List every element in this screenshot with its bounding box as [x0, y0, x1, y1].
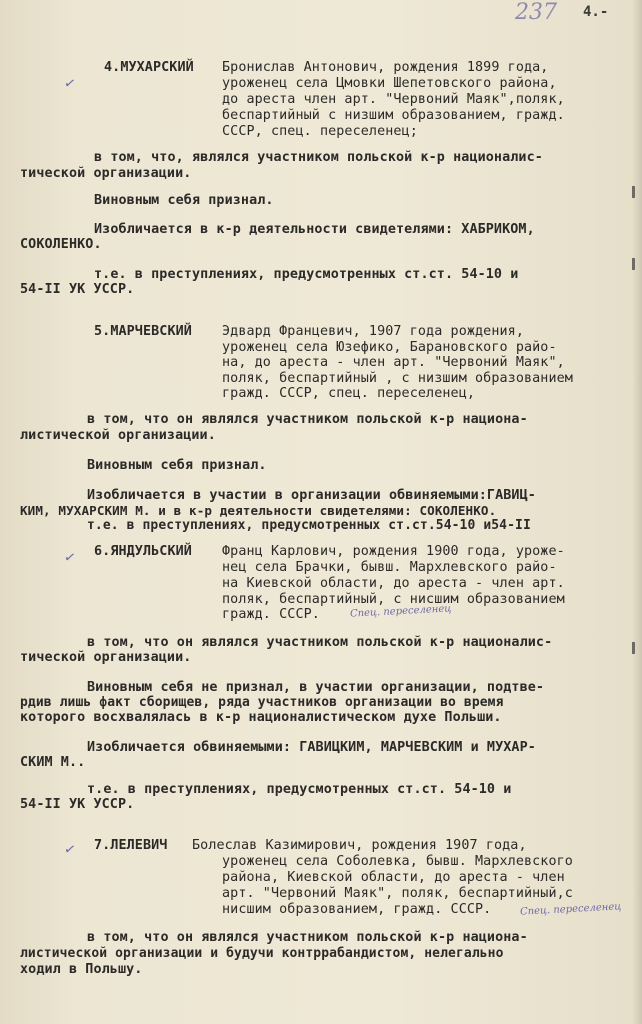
entry-4-text: Изобличается в к-р деятельности свидетелями: ХАБРИКОМ,	[94, 222, 535, 237]
entry-heading-5: 5.МАРЧЕВСКИЙ	[94, 324, 192, 339]
handwritten-note: Спец. переселенец	[519, 901, 622, 918]
entry-6-bio-line: нец села Брачки, бывш. Мархлевского райо-	[222, 560, 557, 575]
entry-7-text: в том, что он являлся участником польской к-р национа-	[87, 930, 528, 945]
entry-5-text: Изобличается в участии в организации обвиняемыми:ГАВИЦ-	[87, 488, 536, 503]
entry-4-bio-line: уроженец села Цмовки Шепетовского района,	[222, 76, 557, 91]
check-mark-icon: ✓	[62, 75, 78, 93]
entry-7-text: ходил в Польшу.	[20, 962, 143, 977]
entry-4-bio-line: беспартийный с низшим образованием, гражд.	[222, 108, 565, 123]
entry-6-text: тической организации.	[20, 650, 192, 665]
archive-sheet-number: 237	[515, 0, 557, 25]
entry-5-text: в том, что он являлся участником польской к-р национа-	[87, 412, 528, 427]
entry-5-text: т.е. в преступлениях, предусмотренных ст.ст.54-10 и54-II	[87, 518, 531, 533]
entry-6-bio-line: гражд. СССР.	[222, 607, 320, 622]
entry-6-text: 54-II УК УССР.	[20, 797, 135, 812]
entry-7-bio-line: арт. "Червоний Маяк", поляк, беспартийный,с	[222, 886, 573, 901]
margin-mark	[632, 642, 635, 654]
entry-5-bio-line: Эдвард Францевич, 1907 года рождения,	[222, 324, 524, 339]
entry-4-text: тической организации.	[20, 166, 192, 181]
entry-5-text: листической организации.	[20, 428, 216, 443]
entry-4-text: в том, что, являлся участником польской к-р националис-	[94, 150, 543, 165]
entry-heading-4: 4.МУХАРСКИЙ	[104, 60, 194, 75]
entry-7-bio-line: Болеслав Казимирович, рождения 1907 года,	[192, 838, 527, 853]
entry-7-text: листической организации и будучи контррабандистом, нелегально	[20, 946, 504, 961]
entry-4-text: СОКОЛЕНКО.	[20, 237, 102, 252]
entry-5-bio-line: поляк, беспартийный , с низшим образованием	[222, 371, 573, 386]
entry-5-bio-line: на, до ареста - член арт. "Червоний Маяк",	[222, 355, 565, 370]
entry-4-bio-line: СССР, спец. переселенец;	[222, 124, 418, 139]
entry-4-text: т.е. в преступлениях, предусмотренных ст.ст. 54-10 и	[94, 267, 519, 282]
entry-7-bio-line: нисшим образованием, гражд. СССР.	[222, 902, 492, 917]
check-mark-icon: ✓	[62, 549, 78, 567]
entry-6-text: которого восхвалялась в к-р националистическом духе Польши.	[20, 710, 502, 725]
entry-6-text: т.е. в преступлениях, предусмотренных ст.ст. 54-10 и	[87, 782, 512, 797]
entry-4-bio-line: до ареста член арт. "Червоний Маяк",поляк,	[222, 92, 565, 107]
margin-mark	[632, 258, 635, 270]
entry-6-bio-line: Франц Карлович, рождения 1900 года, уроже-	[222, 544, 565, 559]
entry-heading-6: 6.ЯНДУЛЬСКИЙ	[94, 544, 192, 559]
entry-4-bio-line: Бронислав Антонович, рождения 1899 года,	[222, 60, 549, 75]
entry-6-text: в том, что он являлся участником польской к-р националис-	[87, 635, 553, 650]
entry-5-bio-line: уроженец села Юзефико, Барановского райо-	[222, 340, 557, 355]
entry-6-text: Виновным себя не признал, в участии организации, подтве-	[87, 680, 545, 695]
entry-7-bio-line: уроженец села Соболевка, бывш. Мархлевского	[222, 854, 573, 869]
check-mark-icon: ✓	[62, 841, 78, 859]
entry-6-text: СКИМ М..	[20, 755, 86, 770]
entry-6-text: рдив лишь факт сборищев, ряда участников организации во время	[20, 695, 504, 710]
entry-6-bio-line: на Киевской области, до ареста - член арт.	[222, 576, 565, 591]
entry-6-bio-line: поляк, беспартийный, с нисшим образованием	[222, 592, 565, 607]
entry-5-bio-line: гражд. СССР, спец. переселенец,	[222, 386, 476, 401]
entry-5-text: Виновным себя признал.	[87, 458, 267, 473]
page-number: 4.-	[583, 4, 609, 20]
margin-mark	[632, 186, 635, 198]
entry-heading-7: 7.ЛЕЛЕВИЧ	[94, 838, 168, 853]
entry-7-bio-line: района, Киевской области, до ареста - член	[222, 870, 565, 885]
page-edge-shadow	[632, 0, 642, 1024]
entry-5-text: КИМ, МУХАРСКИМ М. и в к-р деятельности свидетелями: СОКОЛЕНКО.	[20, 503, 497, 518]
entry-4-text: Виновным себя признал.	[94, 193, 274, 208]
handwritten-note: Спец. переселенец	[349, 603, 452, 620]
entry-4-text: 54-II УК УССР.	[20, 282, 135, 297]
entry-6-text: Изобличается обвиняемыми: ГАВИЦКИМ, МАРЧЕВСКИМ и МУХАР-	[87, 740, 536, 755]
